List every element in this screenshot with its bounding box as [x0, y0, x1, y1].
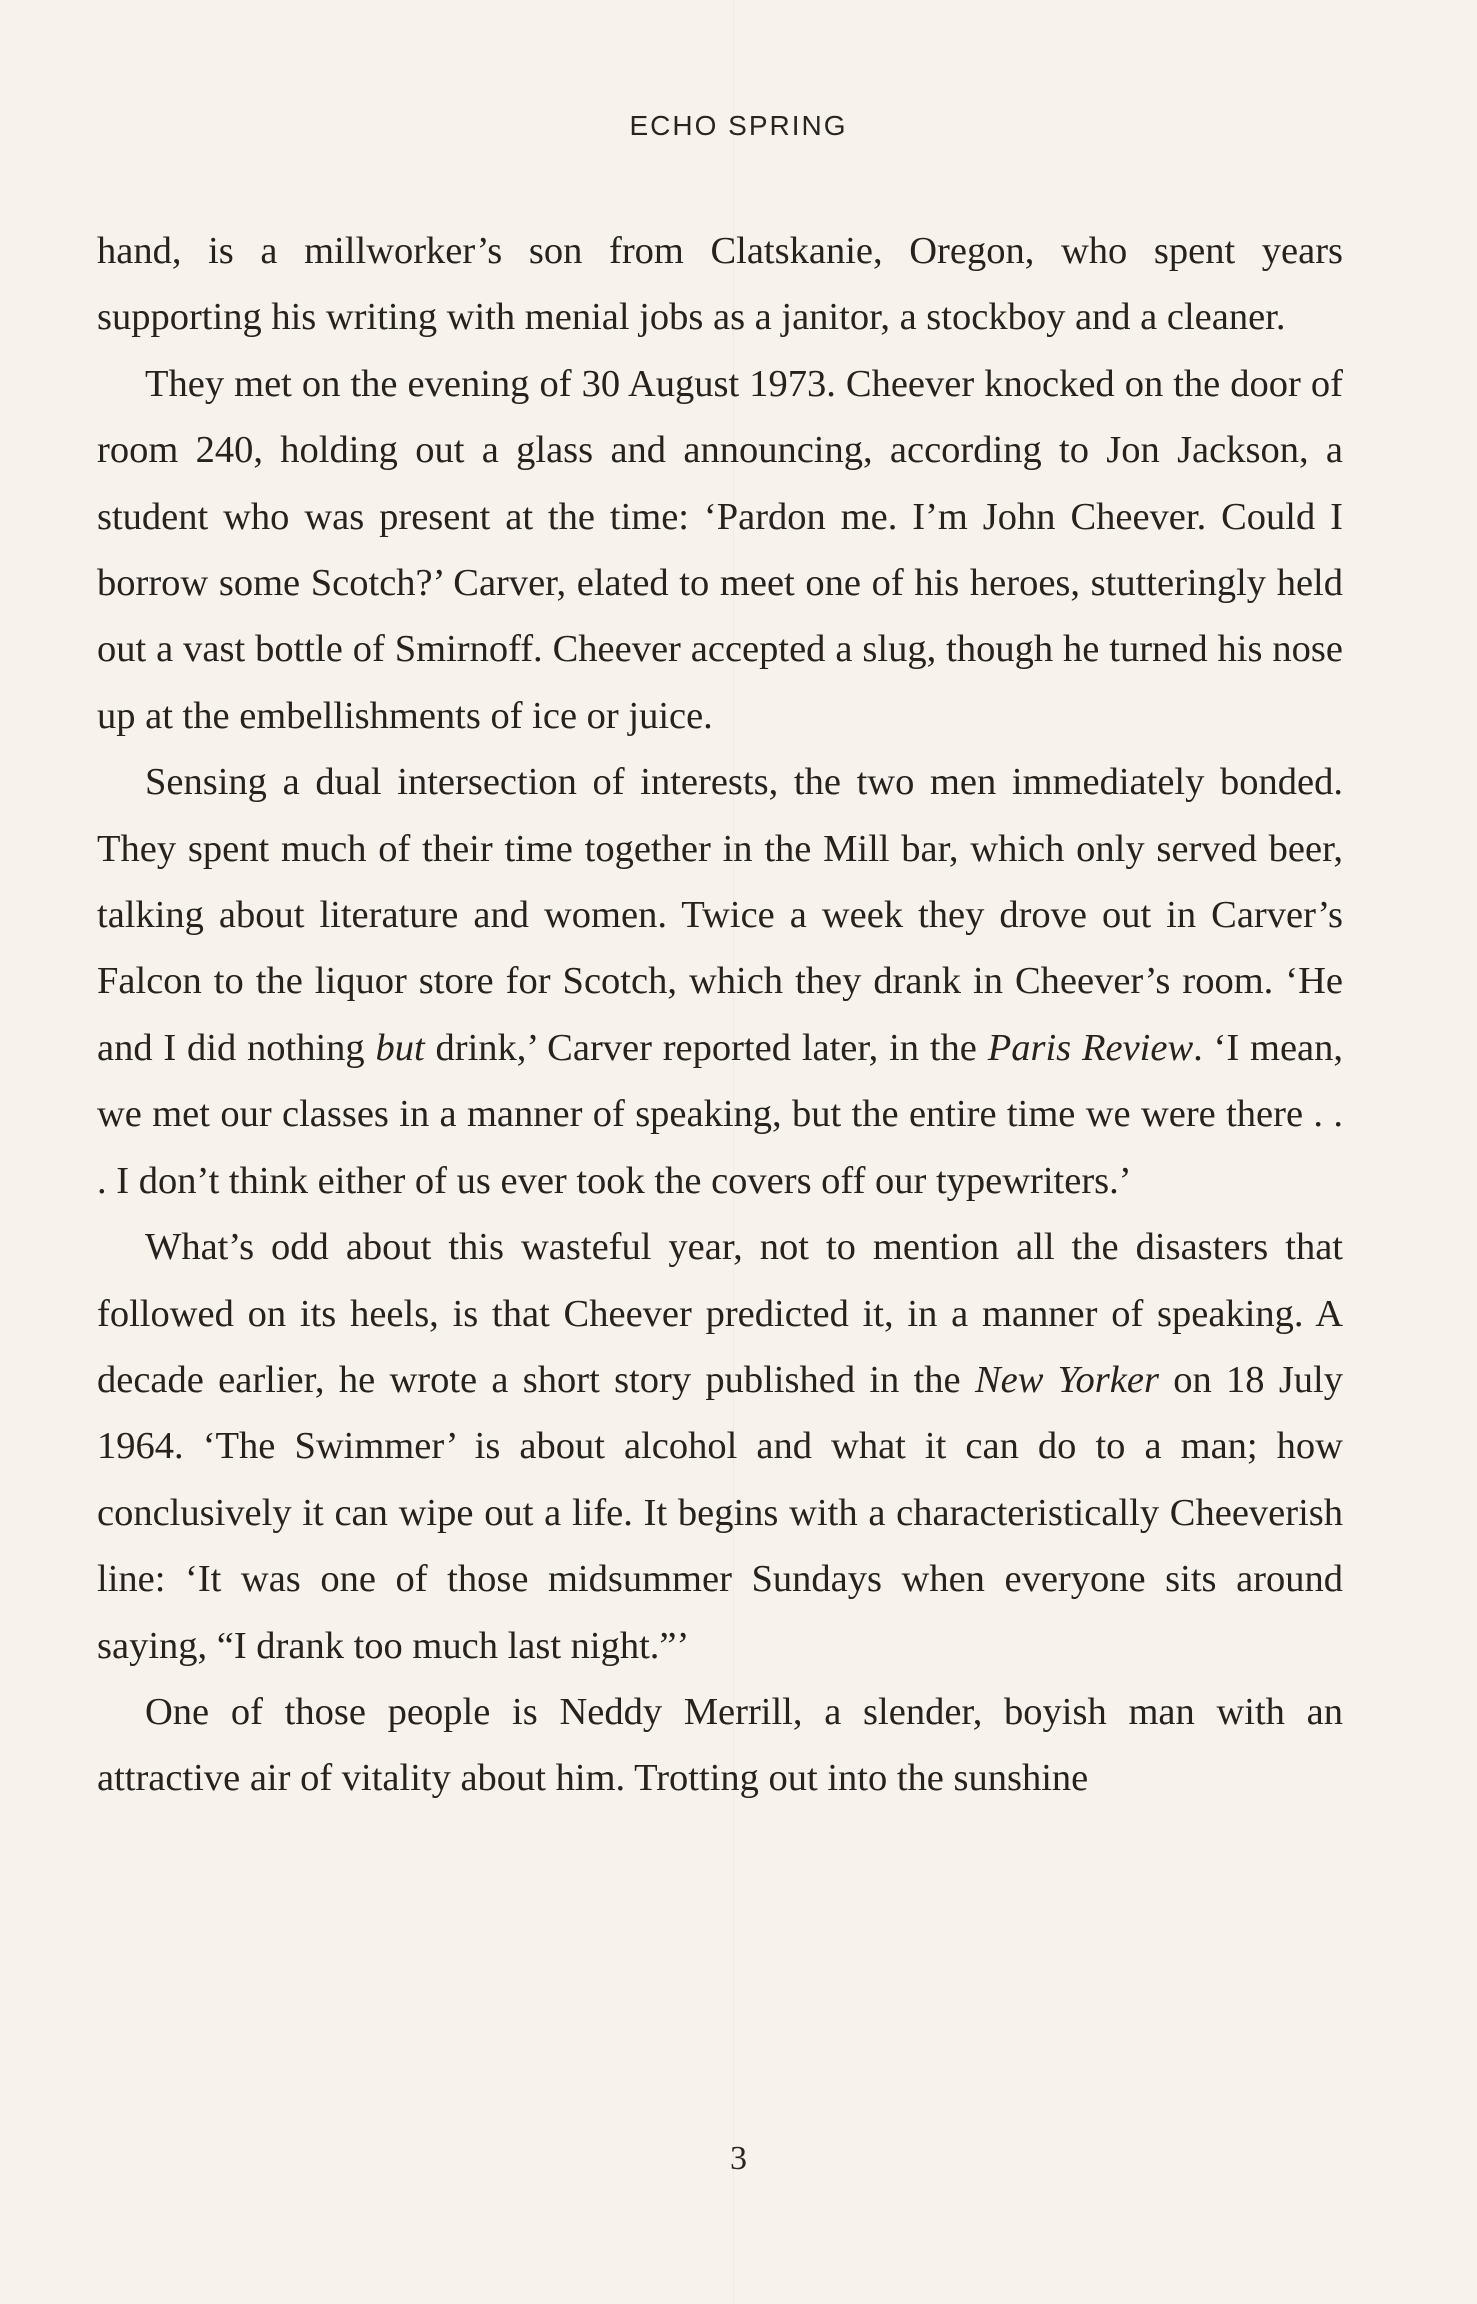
italic-title: Paris Review: [987, 1026, 1194, 1069]
paragraph: [97, 351, 1343, 749]
paragraph: [97, 1679, 1343, 1812]
page-number: 3: [730, 2140, 747, 2177]
text-run: They met on the evening of 30 August 1973. Cheever knocked on the door of room 240, holding out a glass and announcing, according to Jon Jackson, a student who was present at the time: ‘Pardon me. I’m John Cheever. Could I borrow some Scotch?’ Carver, elated to meet one of his heroes, stutteringly held out a vast bottle of Smirnoff. Cheever accepted a slug, though he turned his nose up at the embellishments of ice or juice.: [97, 362, 1343, 737]
text-run: Sensing a dual intersection of interests, the two men immediately bonded. They spent much of their time together in the Mill bar, which only served beer, talking about literature and women. Twice a week they drove out in Carver’s Falcon to the liquor store for Scotch, which they drank in Cheever’s room. ‘He and I did nothing: [97, 761, 1343, 1069]
italic-title: but: [375, 1026, 425, 1069]
text-run: drink,’ Carver reported later, in the: [424, 1026, 988, 1069]
running-header: ECHO SPRING: [629, 110, 848, 141]
paragraph: [97, 1214, 1343, 1679]
text-run: . ‘I mean, we met our classes in a manner of speaking, but the entire time we were there . . . I don’t think either of us ever took the covers off our typewriters.’: [97, 1026, 1344, 1202]
text-run: What’s odd about this wasteful year, not to mention all the disasters that followed on its heels, is that Cheever predicted it, in a manner of speaking. A decade earlier, he wrote a short story published in the: [97, 1226, 1343, 1401]
paragraph: [97, 749, 1343, 1214]
text-run: hand, is a millworker’s son from Clatskanie, Oregon, who spent years supporting his writing with menial jobs as a janitor, a stockboy and a cleaner.: [97, 230, 1343, 339]
text-run: on 18 July 1964. ‘The Swimmer’ is about alcohol and what it can do to a man; how conclusively it can wipe out a life. It begins with a characteristically Cheeverish line: ‘It was one of those midsummer Sundays when everyone sits around saying, “I drank too much last night.”’: [97, 1358, 1344, 1667]
body-text: [97, 218, 1343, 1812]
text-run: One of those people is Neddy Merrill, a slender, boyish man with an attractive air of vitality about him. Trotting out into the sunshine: [97, 1690, 1343, 1800]
paragraph: [97, 218, 1343, 351]
italic-title: New Yorker: [974, 1358, 1159, 1401]
